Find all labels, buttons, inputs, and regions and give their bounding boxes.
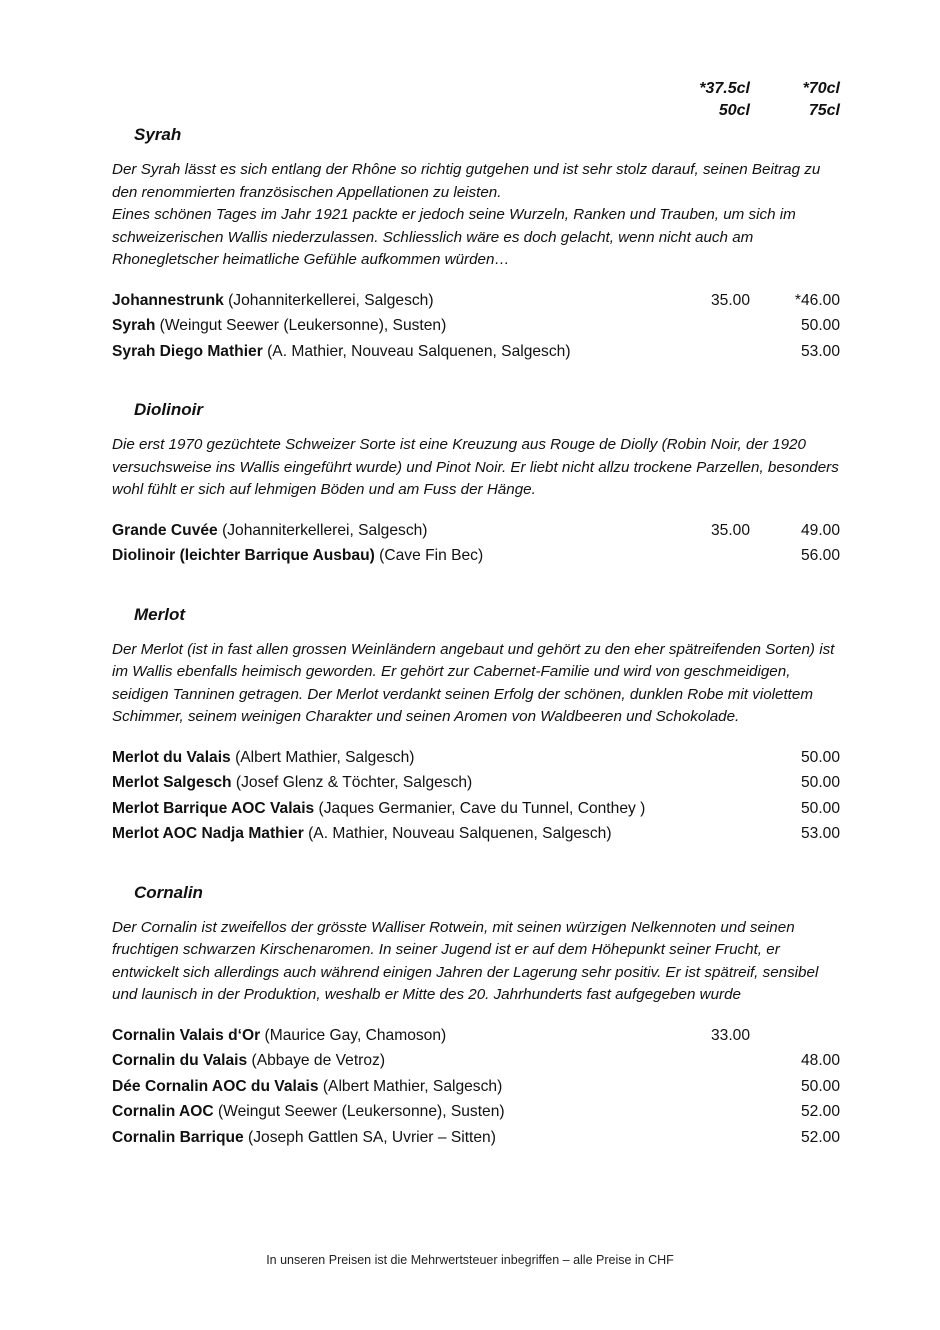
wine-row <box>112 545 840 571</box>
wine-entry <box>112 1103 505 1120</box>
wine-row <box>112 315 840 341</box>
price-small-bottle: 35.00 <box>710 291 750 309</box>
wine-producer: (A. Mathier, Nouveau Salquenen, Salgesch) <box>262 342 571 360</box>
price-large-bottle: 50.00 <box>800 1077 840 1095</box>
wine-list <box>112 747 840 849</box>
description-paragraph: Der Cornalin ist zweifellos der grösste Walliser Rotwein, mit seinen würzigen Nelkennoten und seinen fruchtigen schwarzen Kirschenaromen. In seiner Jugend ist er auf dem Höhepunkt seiner Frucht, er entwickelt sich allerdings auch während einigen Jahren der Lagerung sehr positiv. Er ist spätreif, sensibel und launisch in der Produktion, weshalb er Mitte des 20. Jahrhunderts fast aufgegeben wurde <box>112 918 819 1003</box>
wine-producer: (Maurice Gay, Chamoson) <box>260 1026 447 1044</box>
wine-entry <box>112 317 446 334</box>
wine-row <box>112 1076 840 1102</box>
wine-entry <box>112 1078 502 1095</box>
wine-name: Diolinoir (leichter Barrique Ausbau) <box>112 547 375 564</box>
wine-list <box>112 520 840 571</box>
price-large-bottle: 53.00 <box>800 342 840 360</box>
wine-name: Grande Cuvée <box>112 521 218 539</box>
price-large-bottle: 50.00 <box>800 774 840 791</box>
description-paragraph: Der Merlot (ist in fast allen grossen Weinländern angebaut und gehört zu den eher spätreifenden Sorten) ist im Wallis ebenfalls heimisch geworden. Er gehört zur Cabernet-Familie und wird von geschmeidigen, seidigen Tanninen getragen. Der Merlot verdankt seinen Erfolg der schönen, dunklen Robe mit violettem Schimmer, seinem weinigen Charakter und seinen Aromen von Waldbeeren und Schokolade. <box>112 640 835 725</box>
wine-name: Cornalin Valais d‘Or <box>112 1026 261 1044</box>
wine-producer: (Cave Fin Bec) <box>374 547 484 564</box>
wine-name: Merlot AOC Nadja Mathier <box>112 825 304 842</box>
wine-name: Syrah Diego Mathier <box>112 342 263 360</box>
wine-producer: (Johanniterkellerei, Salgesch) <box>217 521 428 539</box>
wine-section-cornalin <box>112 881 840 1153</box>
wine-list <box>112 1025 840 1153</box>
description-paragraph: Eines schönen Tages im Jahr 1921 packte er jedoch seine Wurzeln, Ranken und Trauben, um sich im schweizerischen Wallis niederzulassen. Schliesslich wäre es doch gelacht, wenn nicht auch am Rhonegletscher heimatliche Gefühle aufkommen würden… <box>112 206 796 268</box>
wine-producer: (Joseph Gattlen SA, Uvrier – Sitten) <box>243 1128 496 1146</box>
wine-row <box>112 341 840 367</box>
price-large-bottle: 50.00 <box>800 317 840 334</box>
wine-producer: (Albert Mathier, Salgesch) <box>318 1077 503 1095</box>
section-description <box>112 917 840 1007</box>
wine-row <box>112 1127 840 1153</box>
column-header-large-line1: *70cl <box>802 80 840 97</box>
column-header-small <box>699 78 750 122</box>
price-large-bottle: 52.00 <box>800 1128 840 1146</box>
wine-entry <box>112 800 645 817</box>
wine-row <box>112 772 840 798</box>
wine-row <box>112 1025 840 1051</box>
wine-producer: (Weingut Seewer (Leukersonne), Susten) <box>155 317 447 334</box>
wine-row <box>112 520 840 546</box>
wine-entry <box>112 825 612 842</box>
description-paragraph: Die erst 1970 gezüchtete Schweizer Sorte ist eine Kreuzung aus Rouge de Diolly (Robin Noir, der 1920 versuchsweise ins Wallis eingeführt wurde) und Pinot Noir. Er liebt nicht allzu trockene Parzellen, besonders wohl fühlt er sich auf lehmigen Böden und am Fuss der Hänge. <box>112 436 839 498</box>
wine-entry <box>112 547 483 564</box>
price-column-header <box>112 78 840 124</box>
wine-row <box>112 1101 840 1127</box>
column-header-small-line1: *37.5cl <box>699 80 750 97</box>
wine-entry <box>112 774 472 791</box>
section-title: Cornalin <box>134 882 203 902</box>
wine-row <box>112 823 840 849</box>
section-description <box>112 639 840 729</box>
wine-name: Merlot du Valais <box>112 748 231 766</box>
wine-list <box>112 290 840 367</box>
wine-row <box>112 1050 840 1076</box>
wine-entry <box>112 1027 446 1044</box>
wine-name: Merlot Salgesch <box>112 774 232 791</box>
wine-producer: (Abbaye de Vetroz) <box>247 1052 386 1069</box>
wine-menu-page <box>112 78 840 1152</box>
wine-section-diolinoir <box>112 398 840 571</box>
column-header-large-line2: 75cl <box>808 102 840 119</box>
wine-entry <box>112 1052 385 1069</box>
wine-entry <box>112 1129 496 1146</box>
price-large-bottle: 52.00 <box>800 1103 840 1120</box>
section-description <box>112 434 840 502</box>
wine-row <box>112 747 840 773</box>
description-paragraph: Der Syrah lässt es sich entlang der Rhône so richtig gutgehen und ist sehr stolz darauf, seinen Beitrag zu den renommierten französischen Appellationen zu leisten. <box>112 161 821 201</box>
wine-producer: (Jaques Germanier, Cave du Tunnel, Conthey ) <box>314 799 646 817</box>
price-large-bottle: 50.00 <box>800 748 840 766</box>
wine-name: Merlot Barrique AOC Valais <box>112 799 315 817</box>
section-title: Syrah <box>134 125 182 144</box>
wine-name: Cornalin AOC <box>112 1103 214 1120</box>
wine-entry <box>112 749 414 766</box>
price-large-bottle: 48.00 <box>800 1052 840 1069</box>
price-large-bottle: 50.00 <box>800 799 840 817</box>
wine-producer: (Josef Glenz & Töchter, Salgesch) <box>231 774 473 791</box>
wine-producer: (A. Mathier, Nouveau Salquenen, Salgesch) <box>303 825 612 842</box>
wine-producer: (Weingut Seewer (Leukersonne), Susten) <box>213 1103 505 1120</box>
wine-entry <box>112 343 571 360</box>
wine-producer: (Albert Mathier, Salgesch) <box>230 748 415 766</box>
section-title: Merlot <box>134 604 185 624</box>
wine-row <box>112 290 840 316</box>
wine-name: Dée Cornalin AOC du Valais <box>112 1077 319 1095</box>
price-small-bottle: 33.00 <box>710 1026 750 1044</box>
wine-name: Cornalin du Valais <box>112 1052 248 1069</box>
price-large-bottle: *46.00 <box>794 291 840 309</box>
section-title: Diolinoir <box>134 400 203 419</box>
wine-row <box>112 798 840 824</box>
wine-name: Syrah <box>112 317 156 334</box>
wine-entry <box>112 522 428 539</box>
price-small-bottle: 35.00 <box>710 521 750 539</box>
wine-sections <box>112 123 840 1152</box>
wine-producer: (Johanniterkellerei, Salgesch) <box>223 291 434 309</box>
wine-name: Cornalin Barrique <box>112 1128 244 1146</box>
wine-section-syrah <box>112 123 840 366</box>
footer-note: In unseren Preisen ist die Mehrwertsteuer inbegriffen – alle Preise in CHF <box>266 1253 674 1267</box>
price-large-bottle: 53.00 <box>800 825 840 842</box>
wine-name: Johannestrunk <box>112 291 224 309</box>
section-description <box>112 159 840 272</box>
wine-section-merlot <box>112 603 840 849</box>
column-header-large <box>803 78 840 122</box>
column-header-small-line2: 50cl <box>718 102 750 119</box>
price-large-bottle: 49.00 <box>800 521 840 539</box>
wine-entry <box>112 292 434 309</box>
price-large-bottle: 56.00 <box>800 547 840 564</box>
